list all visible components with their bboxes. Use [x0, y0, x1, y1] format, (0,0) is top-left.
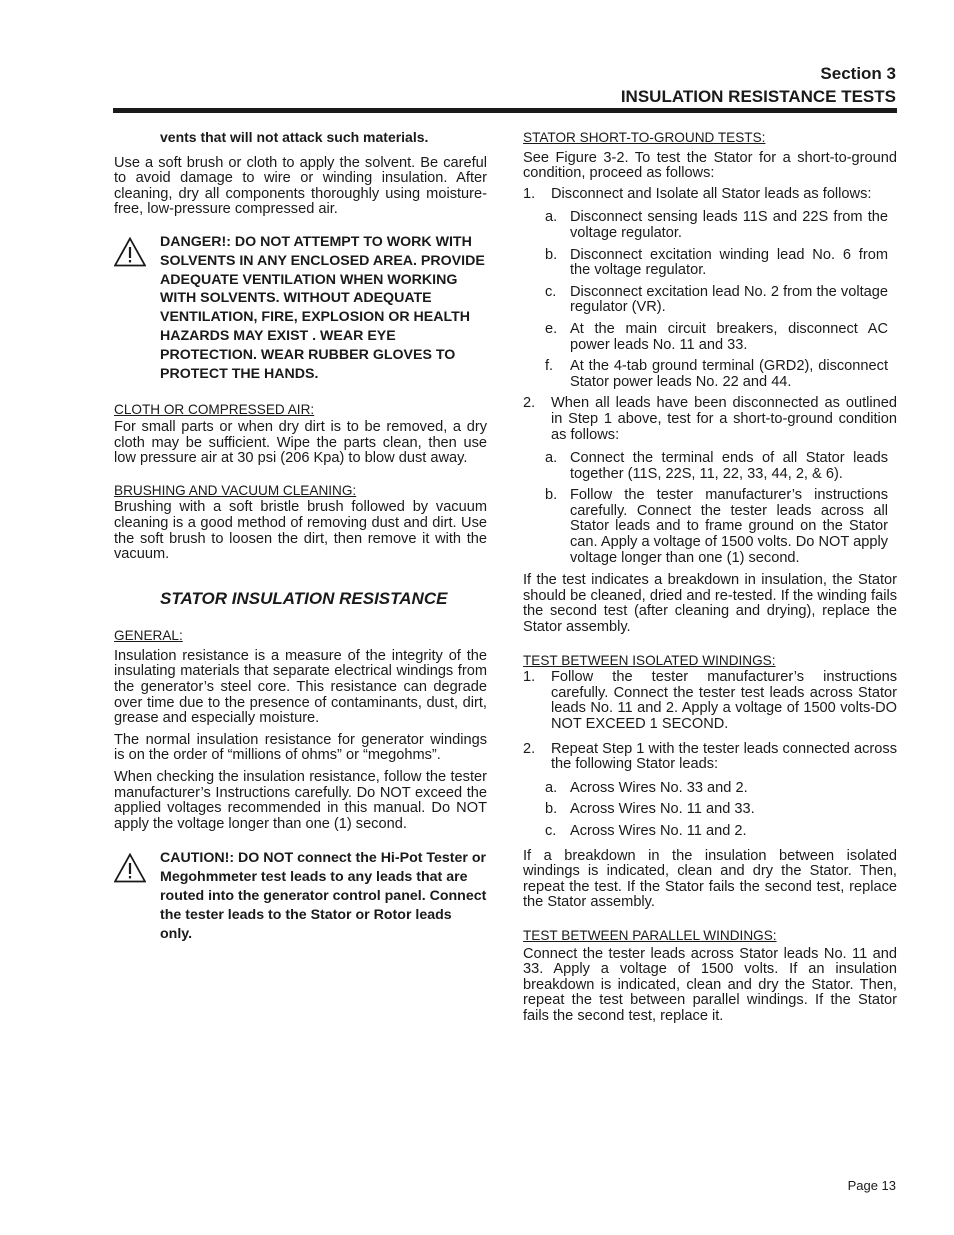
- section-header: [621, 62, 896, 108]
- parallel-windings-paragraph: Connect the tester leads across Stator leads No. 11 and 33. Apply a voltage of 1500 volts. If an insulation breakdown is indicated, clean and dry the Stator. Then, repeat the test between parallel windings. If the Stator fails the second test, replace it.: [523, 945, 897, 1024]
- step-number: 1.: [523, 185, 536, 202]
- parallel-windings-heading: TEST BETWEEN PARALLEL WINDINGS:: [523, 927, 777, 943]
- list-item: a. Connect the terminal ends of all Stator leads together (11S, 22S, 11, 22, 33, 44, 2, & 6).: [545, 450, 888, 482]
- step-number: 1.: [523, 669, 536, 686]
- list-item: a. Across Wires No. 33 and 2.: [545, 779, 748, 796]
- step-text: When all leads have been disconnected as outlined in Step 1 above, test for a short-to-ground condition as follows:: [551, 395, 897, 443]
- list-item: b. Disconnect excitation winding lead No. 6 from the voltage regulator.: [545, 246, 888, 279]
- general-paragraph-2: The normal insulation resistance for generator windings is on the order of “millions of ohms” or “megohms”.: [114, 731, 487, 764]
- left-column: [114, 130, 487, 943]
- step-1: [523, 187, 897, 203]
- isolated-step-2: [523, 742, 897, 773]
- section-number: Section 3: [820, 64, 896, 83]
- short-to-ground-intro: See Figure 3-2. To test the Stator for a short-to-ground condition, proceed as follows:: [523, 149, 897, 182]
- caution-text: CAUTION!: DO NOT connect the Hi-Pot Tester or Megohmmeter test leads to any leads that are routed into the generator control panel. Connect the tester leads to the Stator or Rotor leads only.: [160, 850, 487, 942]
- brushing-heading: BRUSHING AND VACUUM CLEANING:: [114, 482, 357, 498]
- list-item: e. At the main circuit breakers, disconnect AC power leads No. 11 and 33.: [545, 320, 888, 353]
- isolated-result-paragraph: If a breakdown in the insulation between isolated windings is indicated, clean and dry the Stator. Then, repeat the test. If the Stator fails the second test, replace the Stator assembly.: [523, 847, 897, 911]
- step-number: 2.: [523, 740, 536, 757]
- short-to-ground-heading: STATOR SHORT-TO-GROUND TESTS:: [523, 130, 766, 145]
- caution-notice: [114, 849, 487, 943]
- list-item: c. Disconnect excitation lead No. 2 from the voltage regulator (VR).: [545, 283, 888, 316]
- header-rule: [113, 108, 897, 113]
- right-column: [523, 130, 897, 1025]
- step-number: 2.: [523, 395, 536, 412]
- list-item: b. Follow the tester manufacturer’s instructions carefully. Connect the tester leads across all Stator leads and to frame ground on the Stator can. Apply a voltage of 1500 volts. Do NOT apply voltage longer than one (1) second.: [545, 487, 888, 566]
- list-item: b. Across Wires No. 11 and 33.: [545, 801, 755, 818]
- general-paragraph-1: Insulation resistance is a measure of the integrity of the insulating materials that separate electrical windings from the generator’s steel core. This resistance can degrade over time due to the presence of contaminants, dust, dirt, grease and especially moisture.: [114, 647, 487, 727]
- list-item: c. Across Wires No. 11 and 2.: [545, 822, 747, 839]
- step-text: Disconnect and Isolate all Stator leads as follows:: [551, 185, 872, 202]
- cloth-paragraph: For small parts or when dry dirt is to be removed, a dry cloth may be sufficient. Wipe the parts clean, then use low pressure air at 30 psi (206 Kpa) to blow dust away.: [114, 418, 487, 467]
- warning-triangle-icon: [114, 237, 146, 267]
- intro-bold-text: vents that will not attack such materials.: [160, 129, 429, 145]
- list-item: a. Disconnect sensing leads 11S and 22S from the voltage regulator.: [545, 209, 888, 241]
- isolated-windings-heading: TEST BETWEEN ISOLATED WINDINGS:: [523, 652, 776, 668]
- brushing-paragraph: Brushing with a soft bristle brush followed by vacuum cleaning is a good method of removing dust and dirt. Use the soft brush to loosen the dirt, then remove it with the vacuum.: [114, 499, 487, 563]
- step-text: Follow the tester manufacturer’s instructions carefully. Connect the tester test leads across Stator leads No. 11 and 2. Apply a voltage of 1500 volts-DO NOT EXCEED 1 SECOND.: [551, 669, 897, 732]
- danger-notice: [114, 233, 487, 383]
- step-2: [523, 396, 897, 443]
- general-paragraph-3: When checking the insulation resistance, follow the tester manufacturer’s Instructions carefully. Do NOT exceed the applied voltages recommended in this manual. Do NOT apply the voltage longer than one (1) second.: [114, 769, 487, 832]
- solvent-paragraph: Use a soft brush or cloth to apply the solvent. Be careful to avoid damage to wire or winding insulation. After cleaning, dry all components thoroughly using moisture-free, low-pressure compressed air.: [114, 154, 487, 218]
- cloth-heading: CLOTH OR COMPRESSED AIR:: [114, 402, 315, 418]
- page-number: Page 13: [847, 1178, 896, 1193]
- breakdown-paragraph: If the test indicates a breakdown in insulation, the Stator should be cleaned, dried and re-tested. If the winding fails the second test (after cleaning and drying), replace the Stator assembly.: [523, 572, 897, 636]
- list-item: f. At the 4-tab ground terminal (GRD2), disconnect Stator power leads No. 22 and 44.: [545, 358, 888, 390]
- step-text: Repeat Step 1 with the tester leads connected across the following Stator leads:: [551, 740, 897, 773]
- section-title: INSULATION RESISTANCE TESTS: [620, 87, 896, 106]
- general-heading: GENERAL:: [114, 628, 183, 644]
- warning-triangle-icon: [114, 853, 146, 883]
- stator-insulation-heading: STATOR INSULATION RESISTANCE: [160, 588, 448, 608]
- danger-text: DANGER!: DO NOT ATTEMPT TO WORK WITH SOLVENTS IN ANY ENCLOSED AREA. PROVIDE ADEQUATE VENTILATION WHEN WORKING WITH SOLVENTS. WITHOUT ADEQUATE VENTILATION, FIRE, EXPLOSION OR HEALTH HAZARDS MAY EXIST . WEAR EYE PROTECTION. WEAR RUBBER GLOVES TO PROTECT THE HANDS.: [160, 233, 485, 382]
- isolated-step-1: [523, 670, 897, 732]
